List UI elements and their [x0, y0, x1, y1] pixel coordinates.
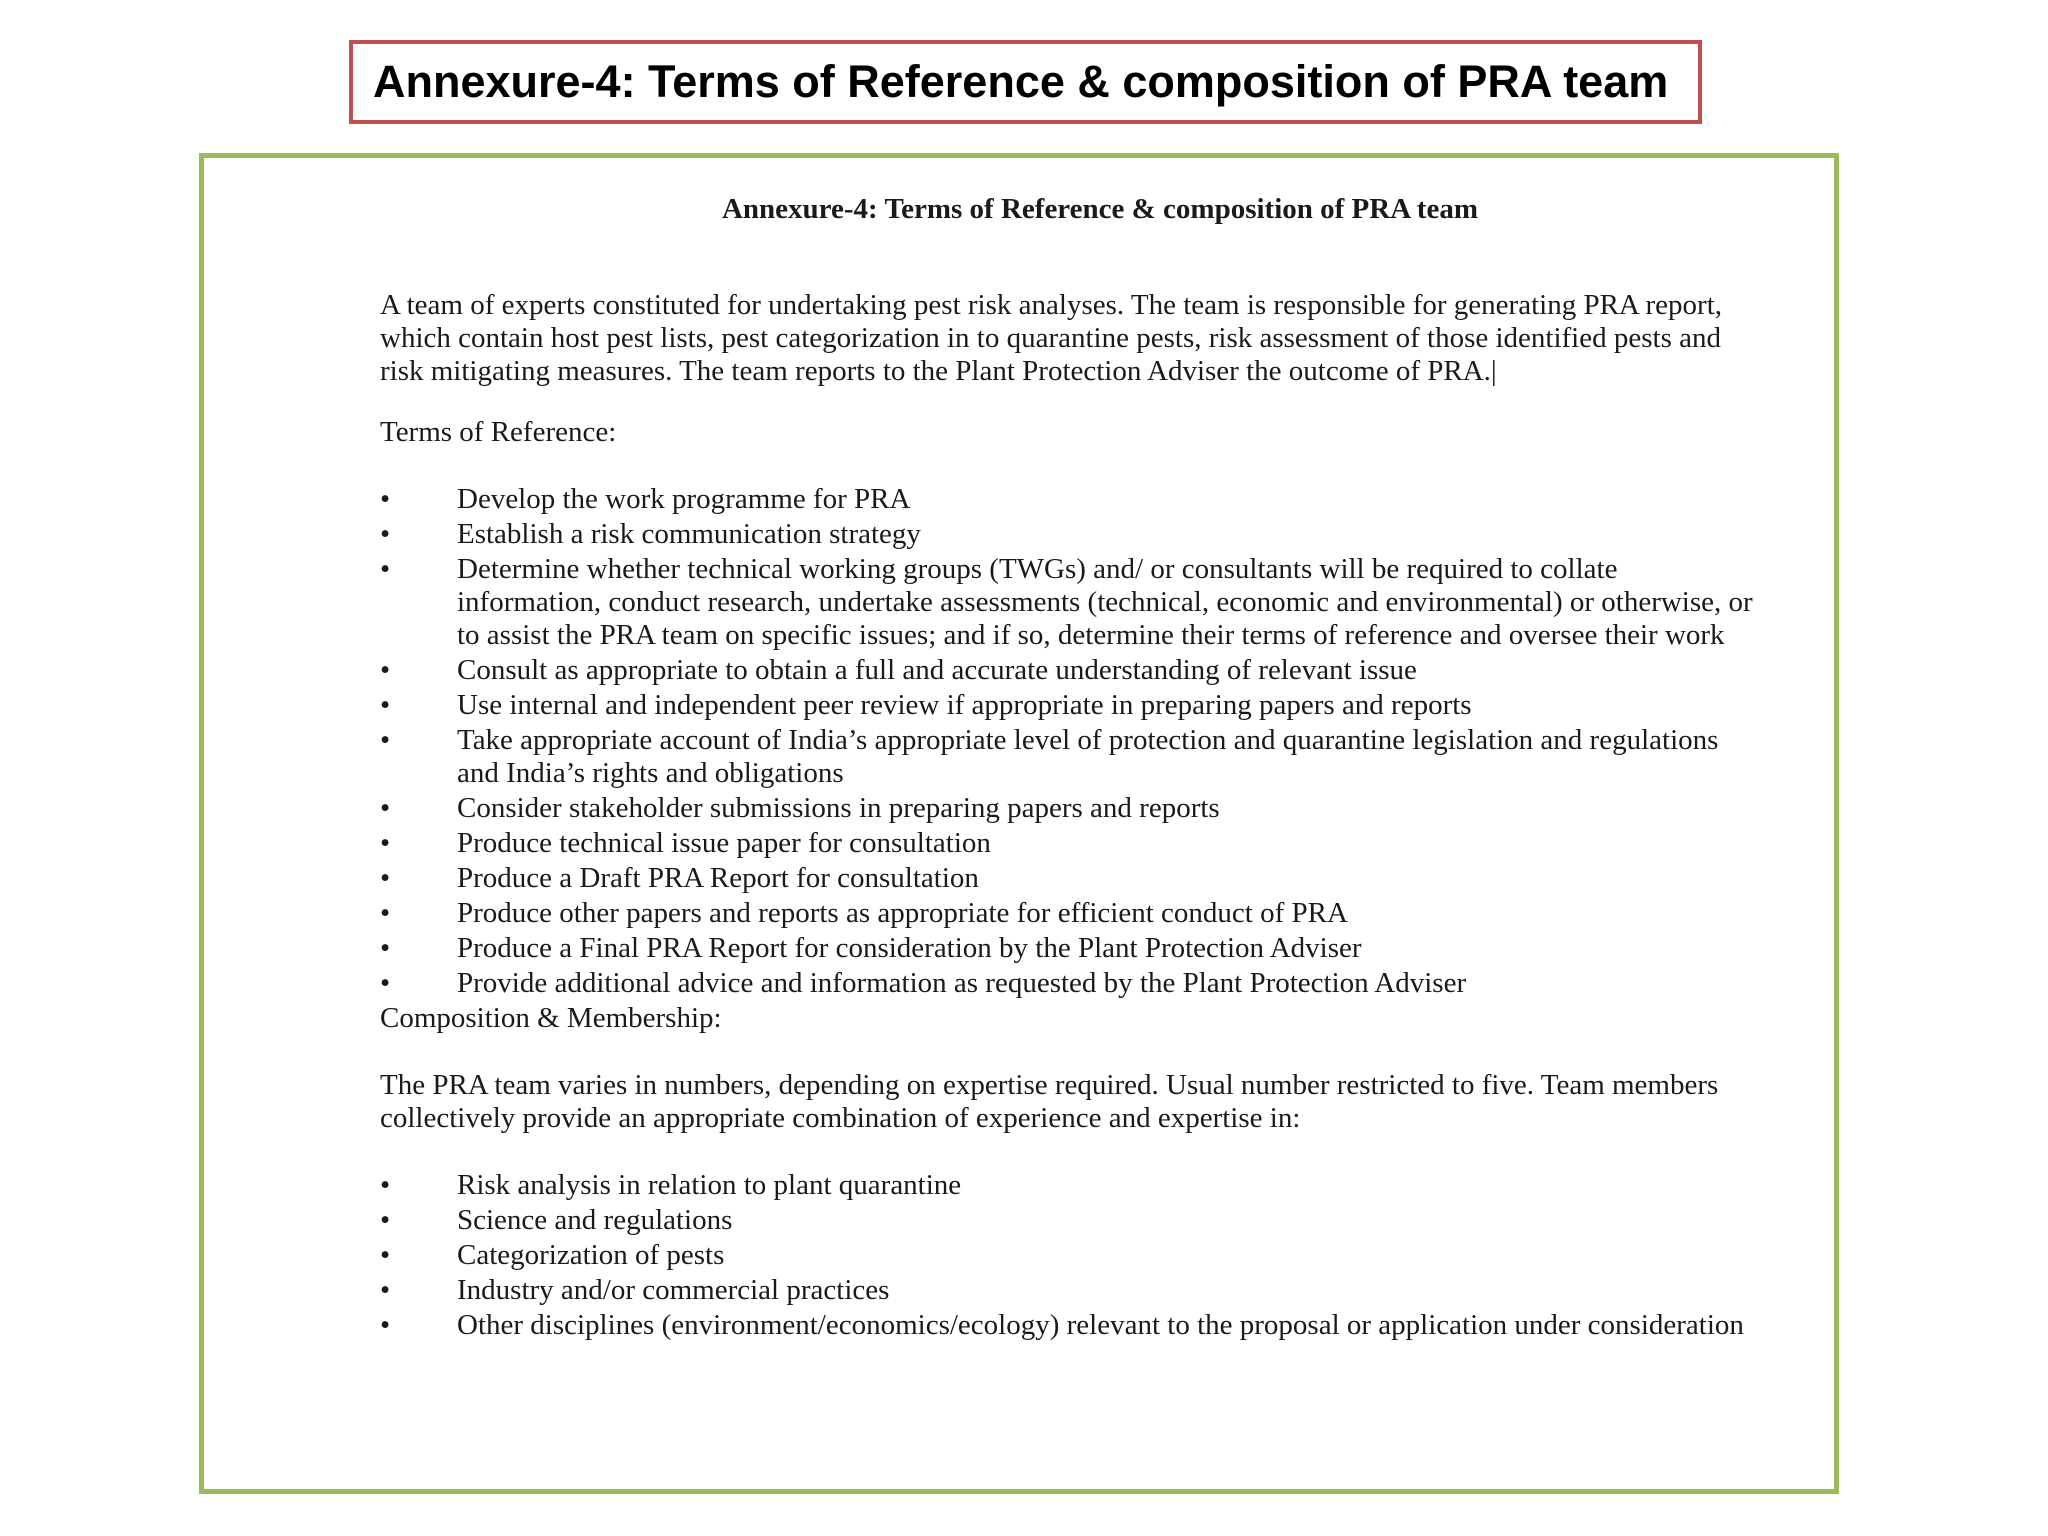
- list-item-text: Produce a Final PRA Report for consideration by the Plant Protection Adviser: [457, 932, 1362, 964]
- slide-title-box: [349, 40, 1702, 124]
- bullet-icon: •: [380, 689, 391, 721]
- list-item: [380, 689, 1760, 722]
- list-item-text: Science and regulations: [457, 1204, 733, 1236]
- list-item-text: Categorization of pests: [457, 1239, 725, 1271]
- list-item: [380, 897, 1760, 930]
- list-item: [380, 1239, 1760, 1272]
- list-item-text: Develop the work programme for PRA: [457, 483, 911, 515]
- list-item-text: Provide additional advice and information as requested by the Plant Protection Adviser: [457, 967, 1467, 999]
- list-item-text: Establish a risk communication strategy: [457, 518, 921, 550]
- list-item: [380, 724, 1760, 790]
- bullet-icon: •: [380, 1239, 391, 1271]
- bullet-icon: •: [380, 827, 391, 859]
- bullet-icon: •: [380, 1309, 391, 1341]
- list-item: [380, 932, 1760, 965]
- list-item: [380, 553, 1760, 652]
- bullet-icon: •: [380, 483, 391, 515]
- bullet-icon: •: [380, 897, 391, 929]
- bullet-icon: •: [380, 654, 391, 686]
- bullet-icon: •: [380, 932, 391, 964]
- list-item-text: Industry and/or commercial practices: [457, 1274, 890, 1306]
- list-item: [380, 792, 1760, 825]
- list-item: [380, 827, 1760, 860]
- list-item-text: Produce technical issue paper for consultation: [457, 827, 991, 859]
- terms-of-reference-label: Terms of Reference:: [380, 416, 617, 448]
- bullet-icon: •: [380, 792, 391, 824]
- bullet-icon: •: [380, 967, 391, 999]
- document-heading: Annexure-4: Terms of Reference & composition of PRA team: [721, 193, 1478, 225]
- list-item: [380, 1309, 1760, 1342]
- slide-title: Annexure-4: Terms of Reference & composition of PRA team: [373, 56, 1669, 107]
- list-item-text: Consider stakeholder submissions in preparing papers and reports: [457, 792, 1220, 824]
- composition-label: Composition & Membership:: [380, 1002, 722, 1034]
- list-item-text: Use internal and independent peer review if appropriate in preparing papers and reports: [457, 689, 1472, 721]
- terms-of-reference-list: [380, 483, 1760, 1000]
- composition-list: [380, 1169, 1760, 1342]
- list-item: [380, 1204, 1760, 1237]
- list-item: [380, 518, 1760, 551]
- list-item: [380, 1274, 1760, 1307]
- list-item-text: Consult as appropriate to obtain a full and accurate understanding of relevant issue: [457, 654, 1417, 686]
- bullet-icon: •: [380, 1274, 391, 1306]
- list-item: [380, 862, 1760, 895]
- list-item-text: Produce a Draft PRA Report for consultation: [457, 862, 979, 894]
- list-item: [380, 483, 1760, 516]
- bullet-icon: •: [380, 862, 391, 894]
- intro-paragraph: A team of experts constituted for undertaking pest risk analyses. The team is responsible for generating PRA report, which contain host pest lists, pest categorization in to quarantine pests, risk assessment of those identified pests and risk mitigating measures. The team reports to the Plant Protection Adviser the outcome of PRA.|: [380, 289, 1723, 387]
- composition-paragraph: The PRA team varies in numbers, depending on expertise required. Usual number restricted to five. Team members collectively provide an appropriate combination of experience and expertise in:: [380, 1069, 1719, 1134]
- list-item-text: Risk analysis in relation to plant quarantine: [457, 1169, 962, 1201]
- bullet-icon: •: [380, 1204, 391, 1236]
- list-item: [380, 654, 1760, 687]
- list-item-text: Other disciplines (environment/economics/ecology) relevant to the proposal or application under consideration: [457, 1309, 1744, 1341]
- bullet-icon: •: [380, 1169, 391, 1201]
- list-item-text: Produce other papers and reports as appropriate for efficient conduct of PRA: [457, 897, 1348, 929]
- bullet-icon: •: [380, 518, 391, 550]
- document-body: [380, 289, 1760, 1344]
- list-item: [380, 1169, 1760, 1202]
- bullet-icon: •: [380, 553, 391, 585]
- list-item-text: Take appropriate account of India’s appropriate level of protection and quarantine legislation and regulations and India’s rights and obligations: [457, 724, 1719, 789]
- list-item: [380, 967, 1760, 1000]
- list-item-text: Determine whether technical working groups (TWGs) and/ or consultants will be required to collate information, conduct research, undertake assessments (technical, economic and environmental) or otherwise, or to assist the PRA team on specific issues; and if so, determine their terms of reference and oversee their work: [457, 553, 1753, 651]
- bullet-icon: •: [380, 724, 391, 756]
